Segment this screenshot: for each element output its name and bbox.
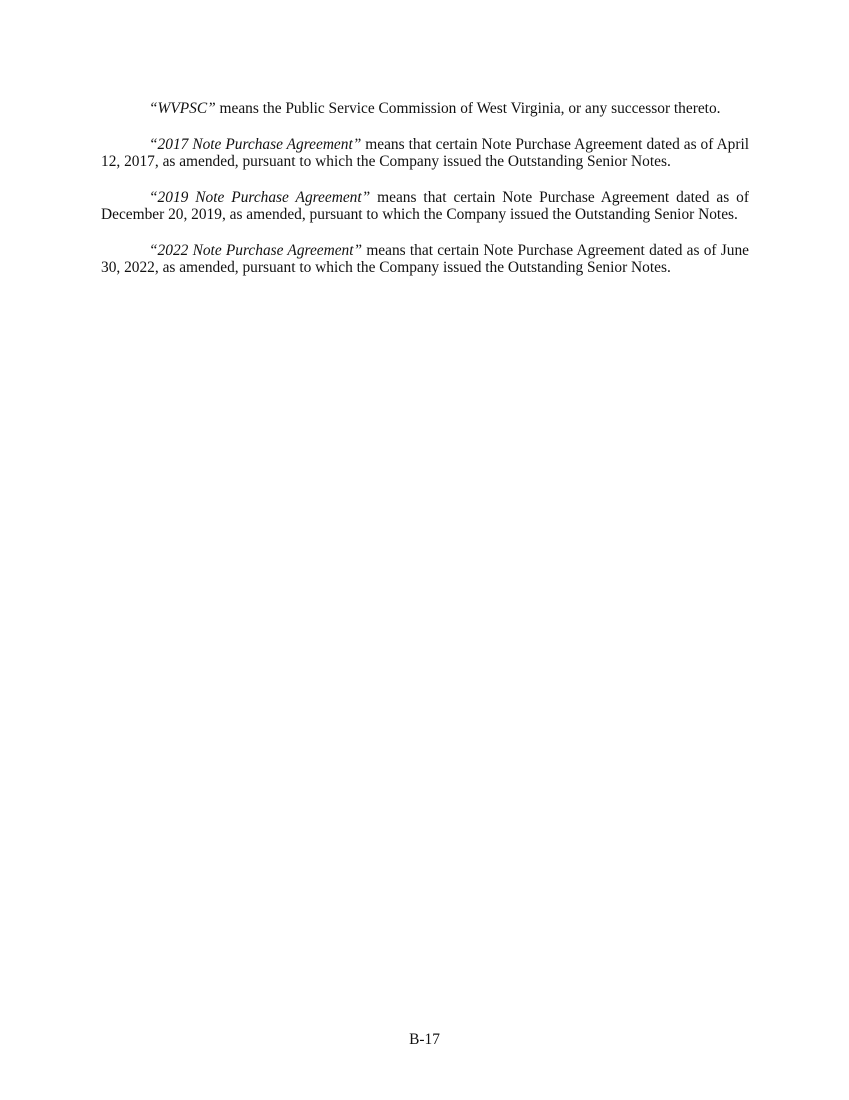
- definition-2019-note-purchase-agreement: [101, 189, 749, 224]
- defined-term: “2022 Note Purchase Agreement”: [149, 241, 363, 259]
- definition-2017-note-purchase-agreement: [101, 136, 749, 171]
- definition-text: means that certain Note Purchase Agreement dated as of April 12, 2017, as amended, pursuant to which the Company issued the Outstanding Senior Notes.: [101, 135, 749, 170]
- definition-wvpsc: [101, 100, 749, 118]
- defined-term: “2019 Note Purchase Agreement”: [149, 188, 371, 206]
- page-number: B-17: [409, 1031, 440, 1048]
- definition-2022-note-purchase-agreement: [101, 242, 749, 277]
- document-body: [101, 100, 749, 295]
- definition-text: means the Public Service Commission of West Virginia, or any successor thereto.: [215, 100, 721, 117]
- definition-text: means that certain Note Purchase Agreement dated as of June 30, 2022, as amended, pursuant to which the Company issued the Outstanding Senior Notes.: [101, 241, 750, 276]
- definition-text: means that certain Note Purchase Agreement dated as of December 20, 2019, as amended, pursuant to which the Company issued the Outstanding Senior Notes.: [101, 188, 749, 223]
- defined-term: “2017 Note Purchase Agreement”: [149, 135, 362, 153]
- defined-term: “WVPSC”: [149, 100, 216, 117]
